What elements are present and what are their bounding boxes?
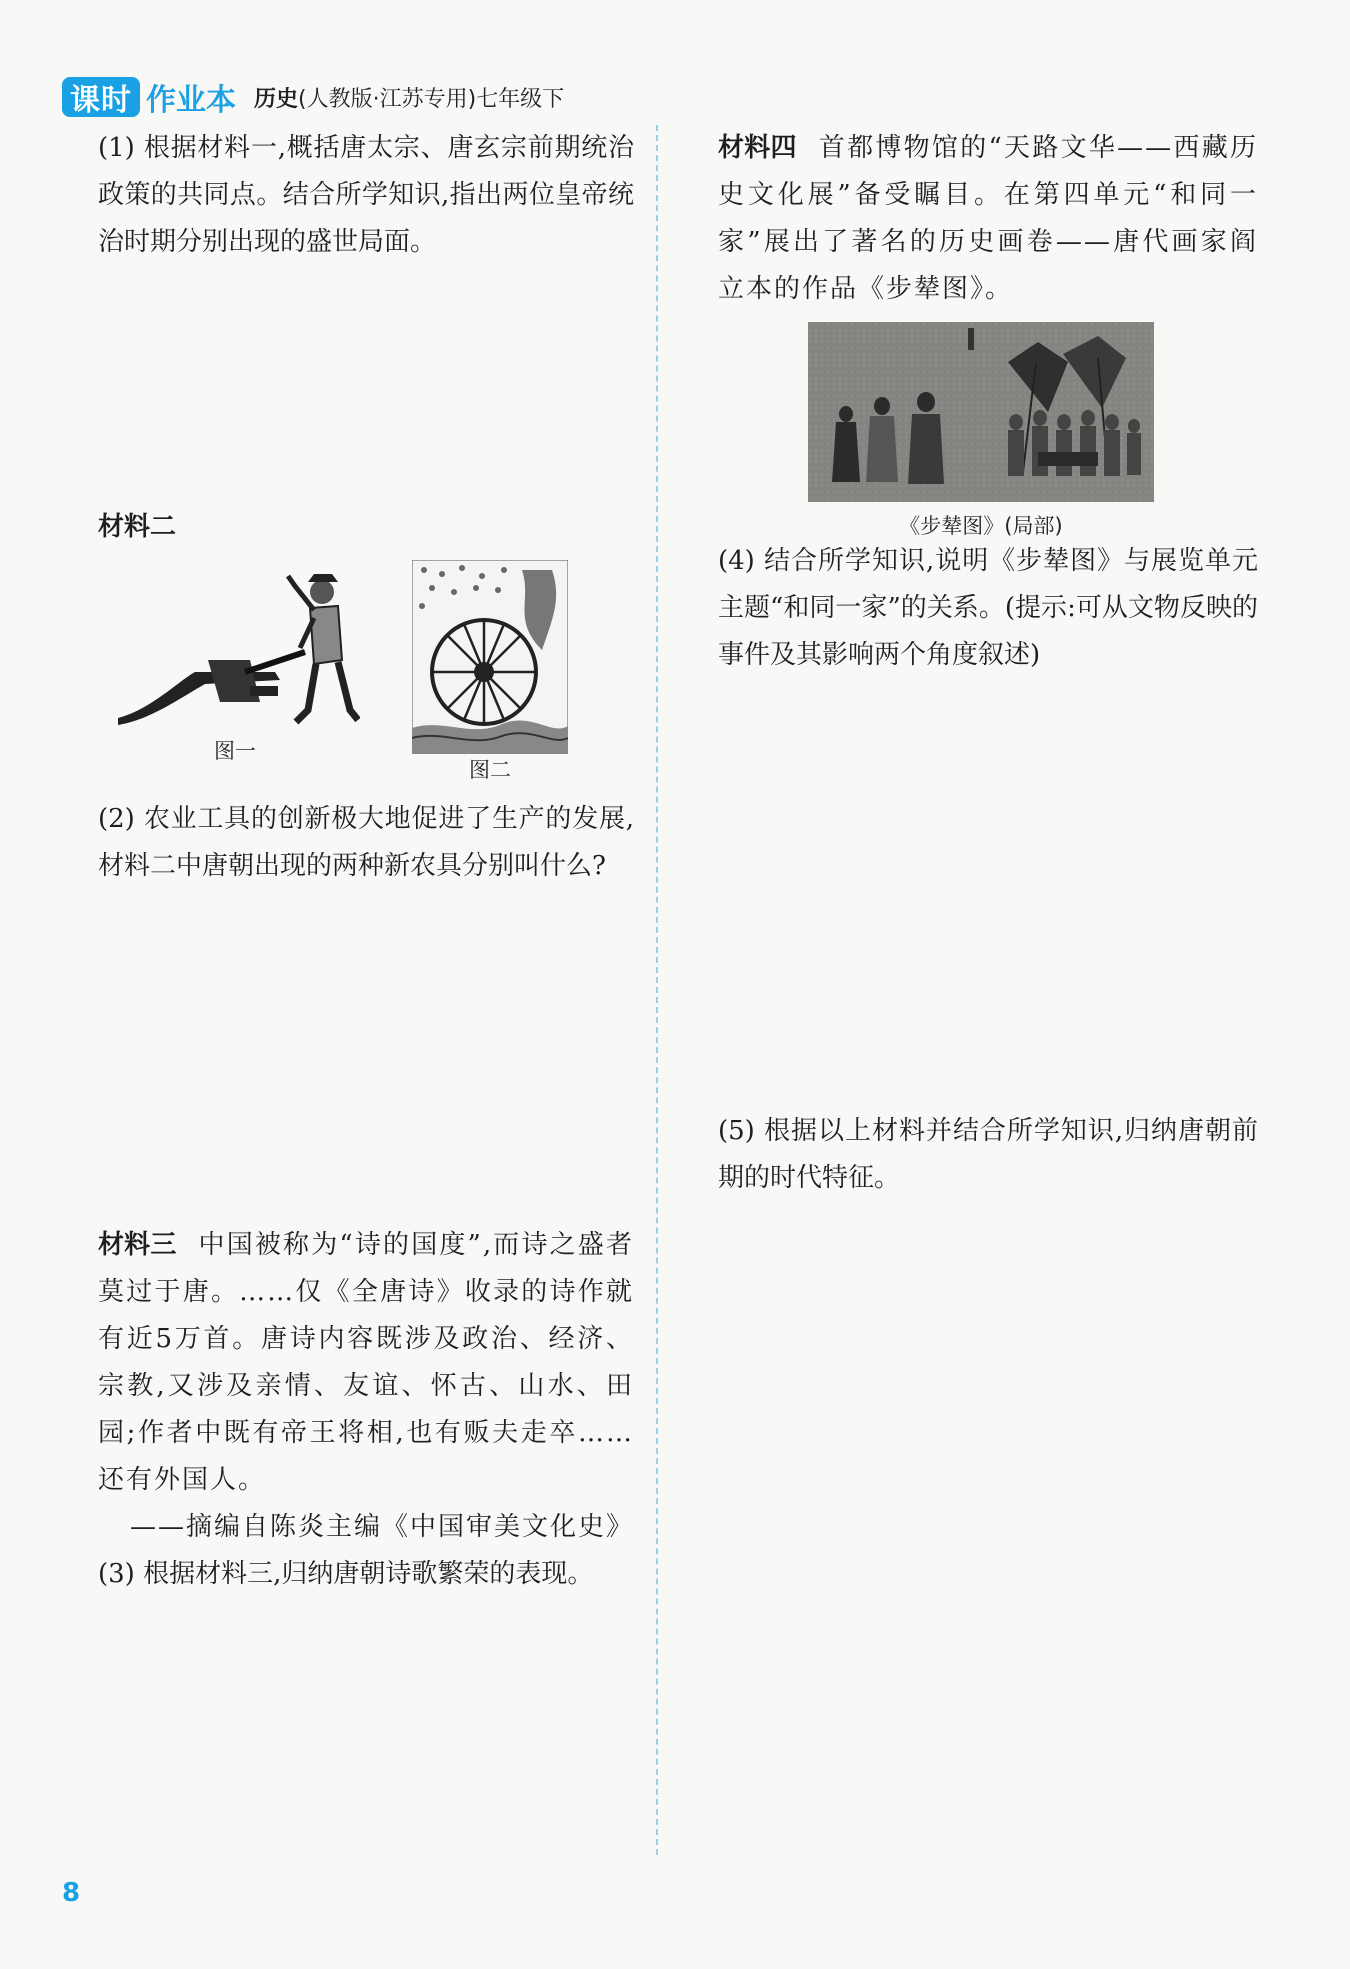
material-3-title: 材料三	[98, 1230, 177, 1260]
page-number: 8	[62, 1878, 81, 1908]
material-4-title: 材料四	[718, 133, 797, 163]
figure-1	[110, 560, 360, 765]
material-3	[98, 1222, 634, 1598]
material-2-title: 材料二	[98, 512, 177, 542]
material-3-text: 中国被称为“诗的国度”,而诗之盛者莫过于唐。……仅《全唐诗》收录的诗作就有近5万首。唐诗内容既涉及政治、经济、宗教,又涉及亲情、友谊、怀古、山水、田园;作者中既有帝王将相,也有贩夫走卒……还有外国人。	[98, 1230, 634, 1495]
figure-1-caption: 图一	[214, 739, 256, 763]
material-4	[718, 125, 1258, 313]
column-divider	[656, 125, 658, 1855]
question-4: (4) 结合所学知识,说明《步辇图》与展览单元主题“和同一家”的关系。(提示:可从文物反映的事件及其影响两个角度叙述)	[718, 546, 1258, 670]
figure-2	[412, 560, 568, 784]
brand-logo-subtitle: 作业本	[146, 83, 236, 118]
material-4-text: 首都博物馆的“天路文华——西藏历史文化展”备受瞩目。在第四单元“和同一家”展出了著名的历史画卷——唐代画家阎立本的作品《步辇图》。	[718, 133, 1258, 304]
material-3-source: ——摘编自陈炎主编《中国审美文化史》	[129, 1512, 634, 1542]
page-header	[62, 76, 564, 118]
edition-label: (人教版·江苏专用)七年级下	[298, 86, 565, 112]
question-2: (2) 农业工具的创新极大地促进了生产的发展,材料二中唐朝出现的两种新农具分别叫什么?	[98, 804, 634, 881]
bunian-painting-image	[808, 322, 1154, 502]
question-5: (5) 根据以上材料并结合所学知识,归纳唐朝前期的时代特征。	[718, 1116, 1258, 1193]
brand-logo: 课时	[62, 77, 140, 117]
figure-2-caption: 图二	[469, 758, 511, 782]
question-3: (3) 根据材料三,归纳唐朝诗歌繁荣的表现。	[98, 1559, 594, 1589]
waterwheel-illustration	[412, 560, 568, 754]
subject-title: 历史	[254, 86, 299, 112]
curved-plough-illustration	[110, 560, 360, 735]
painting-caption: 《步辇图》(局部)	[899, 514, 1063, 538]
question-1: (1) 根据材料一,概括唐太宗、唐玄宗前期统治政策的共同点。结合所学知识,指出两位皇帝统治时期分别出现的盛世局面。	[98, 133, 634, 257]
painting-figure	[808, 322, 1154, 540]
